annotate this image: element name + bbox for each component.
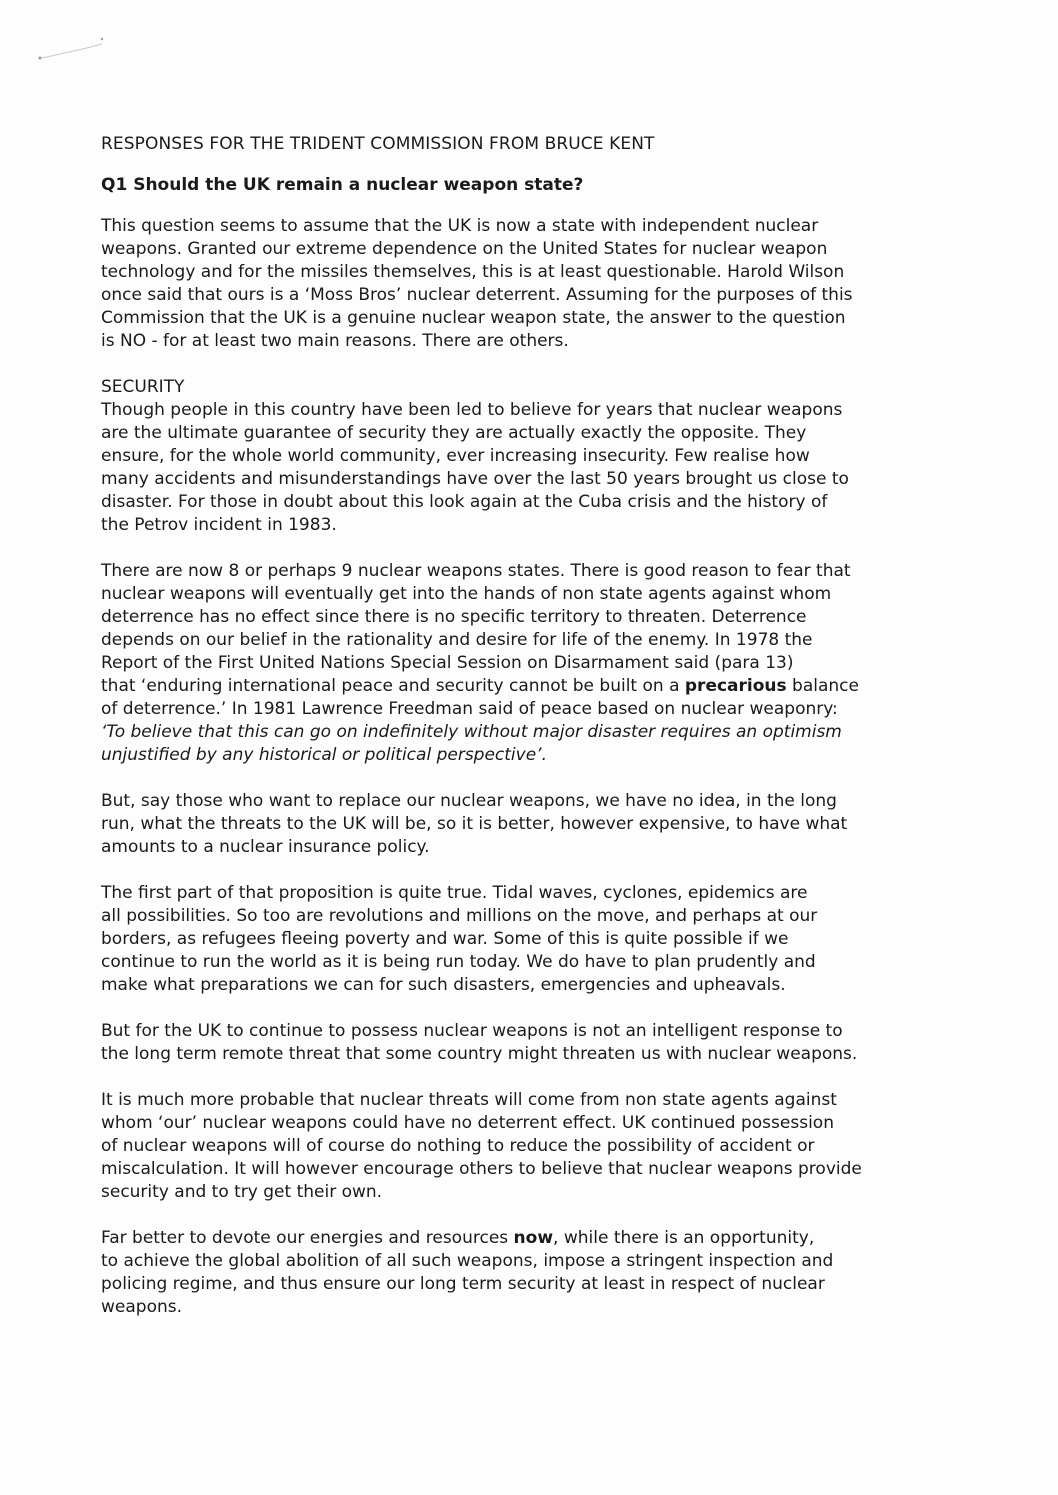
- question-title: Q1 Should the UK remain a nuclear weapon state?: [101, 175, 584, 195]
- paragraph-abolition-text-a: Far better to devote our energies and resources: [101, 1228, 514, 1248]
- paragraph-possibilities: The first part of that proposition is quite true. Tidal waves, cyclones, epidemics are all possibilities. So too are revolutions and millions on the move, and perhaps at our borders, as refugees fleeing poverty and war. Some of this is quite possible if we continue to run the world as it is being run today. We do have to plan prudently and make what preparations we can for such disasters, emergencies and upheavals.: [101, 883, 818, 995]
- document-body: [101, 133, 971, 1342]
- paragraph-intro: This question seems to assume that the UK is now a state with independent nuclear weapons. Granted our extreme dependence on the United States for nuclear weapon technology and for the missiles themselves, this is at least questionable. Harold Wilson once said that ours is a ‘Moss Bros’ nuclear deterrent. Assuming for the purposes of this Commission that the UK is a genuine nuclear weapon state, the answer to the question is NO - for at least two main reasons. There are others.: [101, 216, 853, 351]
- section-title-security: SECURITY: [101, 377, 185, 397]
- paragraph-security: Though people in this country have been led to believe for years that nuclear weapons are the ultimate guarantee of security they are actually exactly the opposite. They ensure, for the whole world community, ever increasing insecurity. Few realise how many accidents and misunderstandings have over the last 50 years brought us close to disaster. For those in doubt about this look again at the Cuba crisis and the history of the Petrov incident in 1983.: [101, 400, 849, 535]
- paragraph-abolition: [101, 1227, 971, 1319]
- document-heading: RESPONSES FOR THE TRIDENT COMMISSION FROM BRUCE KENT: [101, 134, 655, 154]
- paragraph-response: But for the UK to continue to possess nuclear weapons is not an intelligent response to the long term remote threat that some country might threaten us with nuclear weapons.: [101, 1021, 858, 1064]
- paragraph-non-state: It is much more probable that nuclear threats will come from non state agents against whom ‘our’ nuclear weapons could have no deterrent effect. UK continued possession of nuclear weapons will of course do nothing to reduce the possibility of accident or miscalculation. It will however encourage others to believe that nuclear weapons provide security and to try get their own.: [101, 1090, 862, 1202]
- paragraph-deterrence-text-b: balance of deterrence.’ In 1981 Lawrence Freedman said of peace based on nuclear weaponry:: [101, 676, 859, 719]
- paragraph-deterrence-text-a: There are now 8 or perhaps 9 nuclear weapons states. There is good reason to fear that nuclear weapons will eventually get into the hands of non state agents against whom deterrence has no effect since there is no specific territory to threaten. Deterrence depends on our belief in the rationality and desire for life of the enemy. In 1978 the Report of the First United Nations Special Session on Disarmament said (para 13) that ‘enduring international peace and security cannot be built on a: [101, 561, 851, 696]
- scan-artifact: [30, 36, 110, 66]
- emphasis-precarious: precarious: [684, 676, 787, 696]
- paragraph-deterrence: [101, 560, 971, 767]
- freedman-quote: ‘To believe that this can go on indefinitely without major disaster requires an optimism unjustified by any historical or political perspective’.: [101, 722, 842, 765]
- paragraph-abolition-text-b: , while there is an opportunity, to achieve the global abolition of all such weapons, impose a stringent inspection and policing regime, and thus ensure our long term security at least in respect of nuclear weapons.: [101, 1228, 834, 1317]
- emphasis-now: now: [513, 1228, 554, 1248]
- paragraph-insurance: But, say those who want to replace our nuclear weapons, we have no idea, in the long run, what the threats to the UK will be, so it is better, however expensive, to have what amounts to a nuclear insurance policy.: [101, 791, 848, 857]
